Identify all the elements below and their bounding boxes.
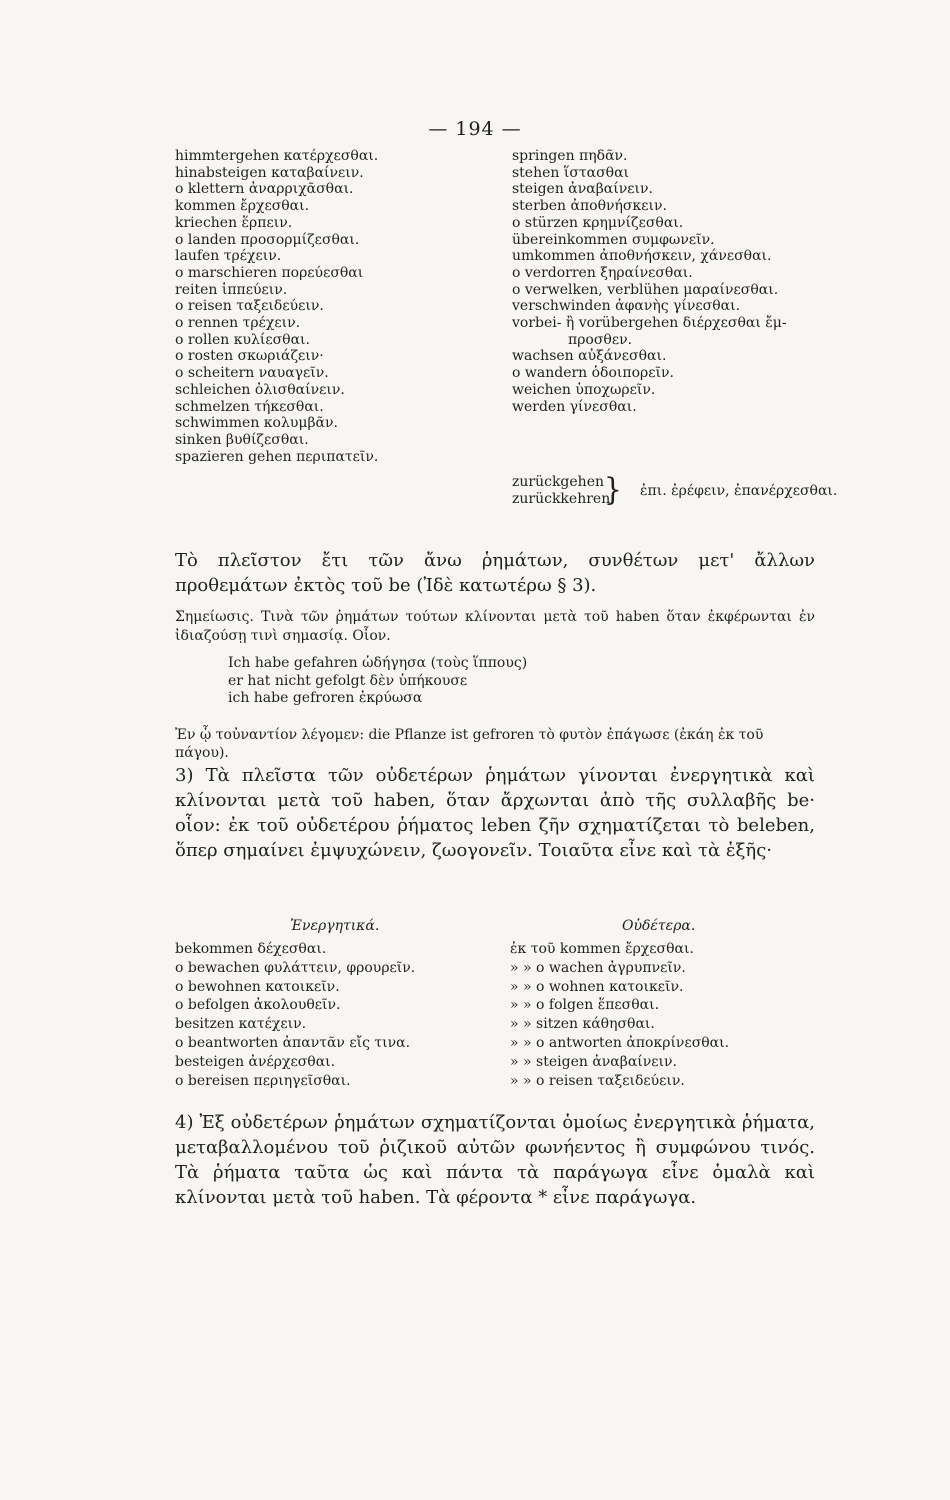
list-item: o landen προσορμίζεσθαι. [175, 231, 360, 248]
list-item: werden γίνεσθαι. [512, 398, 637, 415]
list-item-continuation: προσθεν. [568, 331, 633, 348]
example-list [228, 655, 527, 708]
list-item: o rollen κυλίεσθαι. [175, 331, 310, 348]
table-row: ἐκ τοῦ kommen ἔρχεσθαι. [510, 941, 694, 957]
brace-line-1: zurückgehen [512, 474, 604, 490]
page-number: — 194 — [428, 118, 522, 140]
list-item: sterben ἀποθνήσκειν. [512, 198, 667, 215]
list-item: o verdorren ξηραίνεσθαι. [512, 264, 693, 281]
list-item: kommen ἔρχεσθαι. [175, 198, 310, 215]
list-item: o rennen τρέχειν. [175, 315, 301, 332]
list-item: himmtergehen κατέρχεσθαι. [175, 148, 379, 164]
list-item: steigen ἀναβαίνειν. [512, 181, 653, 198]
table-row: o bereisen περιηγεῖσθαι. [175, 1072, 351, 1089]
list-item: kriechen ἕρπειν. [175, 214, 293, 231]
list-item: laufen τρέχειν. [175, 248, 282, 265]
table-row: » » steigen ἀναβαίνειν. [510, 1053, 677, 1070]
list-item: reiten ἱππεύειν. [175, 281, 288, 298]
table-row: besitzen κατέχειν. [175, 1016, 307, 1033]
list-item: schmelzen τήκεσθαι. [175, 398, 324, 415]
list-item: weichen ὑποχωρεῖν. [512, 381, 656, 398]
list-item: wachsen αὐξάνεσθαι. [512, 348, 667, 365]
list-item: schleichen ὀλισθαίνειν. [175, 381, 345, 398]
table-row: » » sitzen κάθησθαι. [510, 1016, 655, 1033]
table-row: » » o wachen ἀγρυπνεῖν. [510, 959, 686, 976]
brace-line-2: zurückkehren [512, 490, 611, 507]
brace-entry [512, 471, 838, 508]
table-header-neuter: Οὐδέτερα. [622, 918, 696, 934]
table-header-active: Ἐνεργητικά. [290, 918, 380, 934]
example-contrast: Ἐν ᾧ τοὐναντίον λέγομεν: die Pflanze ist gefroren τὸ φυτὸν ἐπάγωσε (ἐκάη ἐκ τοῦ πάγου). [175, 727, 764, 761]
list-item: o rosten σκωριάζειν· [175, 348, 324, 365]
table-row: besteigen ἀνέρχεσθαι. [175, 1053, 336, 1070]
note-paragraph: Σημείωσις. Τινὰ τῶν ῥημάτων τούτων κλίνονται μετὰ τοῦ haben ὅταν ἐκφέρωνται ἐν ἰδιαζούσῃ τινὶ σημασίᾳ. Οἷον. [175, 609, 815, 644]
list-item: o reisen ταξειδεύειν. [175, 298, 324, 315]
list-item: o verwelken, verblühen μαραίνεσθαι. [512, 281, 779, 298]
example-line: Ich habe gefahren ὡδήγησα (τοὺς ἵππους) [228, 655, 528, 671]
list-item: o marschieren πορεύεσθαι [175, 264, 364, 281]
list-item: übereinkommen συμφωνεῖν. [512, 231, 715, 248]
list-item: vorbei- ἢ vorübergehen διέρχεσθαι ἔμ- [512, 315, 787, 332]
table-row: » » o antworten ἀποκρίνεσθαι. [510, 1034, 730, 1051]
table-row: o bewachen φυλάττειν, φρουρεῖν. [175, 959, 416, 976]
list-item: o klettern ἀναρριχᾶσθαι. [175, 181, 354, 198]
section-3-paragraph: 3) Τὰ πλεῖστα τῶν οὐδετέρων ῥημάτων γίνονται ἐνεργητικὰ καὶ κλίνονται μετὰ τοῦ haben, ὅταν ἄρχωνται ἀπὸ τῆς συλλαβῆς be· οἷον: ἐκ τοῦ οὐδετέρου ῥήματος leben ζῆν σχηματίζεται τὸ beleben, ὅπερ σημαίνει ἐμψυχώνειν, ζωογονεῖν. Τοιαῦτα εἶνε καὶ τὰ ἑξῆς· [175, 765, 815, 861]
list-item: stehen ἵστασθαι [512, 164, 630, 181]
table-row: o befolgen ἀκολουθεῖν. [175, 997, 341, 1014]
brace-translation: ἐπι. ἐρέφειν, ἐπανέρχεσθαι. [640, 483, 838, 499]
list-item: hinabsteigen καταβαίνειν. [175, 164, 364, 181]
intro-paragraph: Τὸ πλεῖστον ἔτι τῶν ἄνω ῥημάτων, συνθέτων μετ' ἄλλων προθεμάτων ἐκτὸς τοῦ be (Ἰδὲ κατωτέρω § 3). [175, 550, 815, 596]
example-line: ich habe gefroren ἐκρύωσα [228, 690, 423, 706]
table-row: » » o folgen ἕπεσθαι. [510, 997, 660, 1014]
table-row: » » o reisen ταξειδεύειν. [510, 1072, 685, 1089]
list-item: spazieren gehen περιπατεῖν. [175, 448, 379, 465]
verb-list-right [512, 148, 787, 415]
table-row: bekommen δέχεσθαι. [175, 941, 327, 957]
list-item: springen πηδᾶν. [512, 148, 628, 164]
list-item: o scheitern ναυαγεῖν. [175, 365, 329, 382]
verb-list-left [175, 148, 378, 465]
table-row: o bewohnen κατοικεῖν. [175, 978, 340, 995]
example-line: er hat nicht gefolgt δὲν ὑπήκουσε [228, 672, 468, 689]
list-item: o wandern ὁδοιπορεῖν. [512, 365, 674, 382]
list-item: verschwinden ἀφανὴς γίνεσθαι. [512, 298, 741, 315]
section-4-paragraph: 4) Ἐξ οὐδετέρων ῥημάτων σχηματίζονται ὁμοίως ἐνεργητικὰ ῥήματα, μεταβαλλομένου τοῦ ῥιζικοῦ αὐτῶν φωνήεντος ἢ συμφώνου τινός. Τὰ ῥήματα ταῦτα ὡς καὶ πάντα τὰ παράγωγα εἶνε ὁμαλὰ καὶ κλίνονται μετὰ τοῦ haben. Τὰ φέροντα * εἶνε παράγωγα. [175, 1112, 815, 1208]
list-item: umkommen ἀποθνήσκειν, χάνεσθαι. [512, 248, 772, 265]
brace-symbol: } [604, 471, 622, 508]
list-item: schwimmen κολυμβᾶν. [175, 415, 338, 432]
table-row: o beantworten ἀπαντᾶν εἴς τινα. [175, 1034, 411, 1051]
list-item: sinken βυθίζεσθαι. [175, 431, 309, 448]
list-item: o stürzen κρημνίζεσθαι. [512, 214, 684, 231]
table-row: » » o wohnen κατοικεῖν. [510, 978, 684, 995]
neuter-verbs-column [510, 940, 729, 1090]
active-verbs-column [175, 940, 415, 1090]
